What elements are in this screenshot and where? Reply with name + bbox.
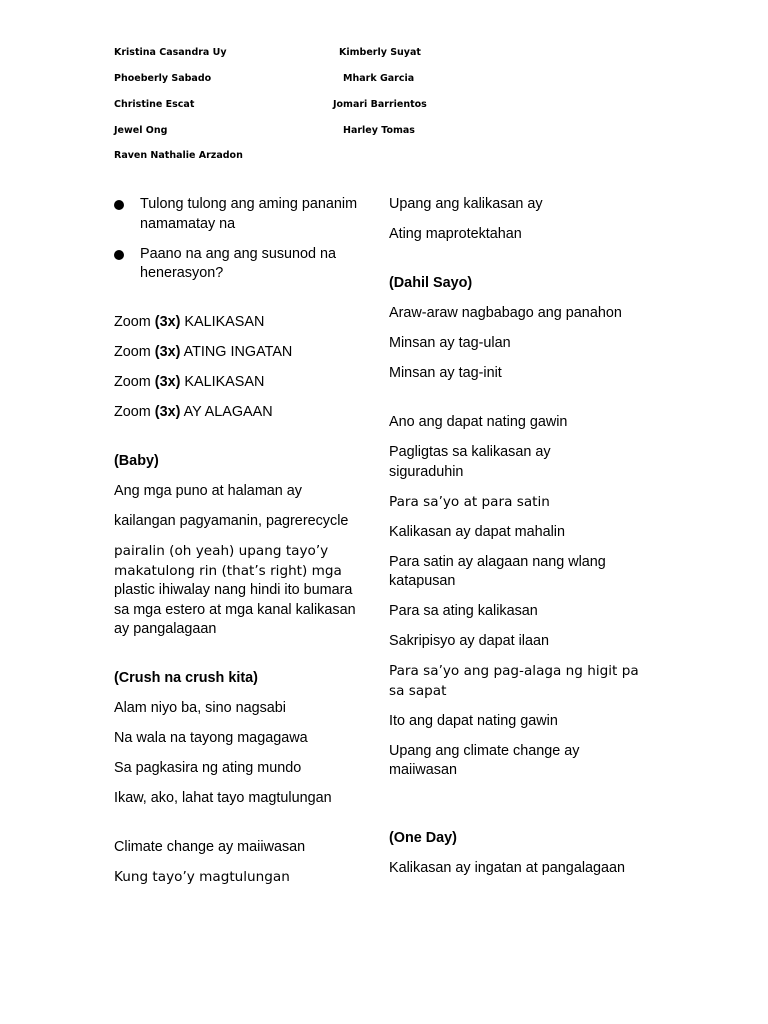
lyric-line: Ito ang dapat nating gawin [389,712,558,729]
zoom-prefix: Zoom [114,374,155,390]
lyric-line: Climate change ay maiiwasan [114,839,306,855]
spacer [389,394,651,413]
lyric-line: Pagligtas sa kalikasan ay siguraduhin [389,444,551,480]
zoom-count: (3x) [154,374,181,390]
zoom-prefix: Zoom [114,344,155,360]
lyric-line: Para satin ay alagaan nang wlang katapusan [389,553,606,589]
zoom-line [114,373,369,393]
heading-text: (Dahil Sayo) [389,275,473,291]
lyric-line: Kalikasan ay ingatan at pangalagaan [389,860,626,876]
author-name: Jomari Barrientos [333,99,427,110]
bullet-item [114,195,369,234]
bullet-dot-icon [114,250,124,260]
zoom-prefix: Zoom [114,404,155,420]
lyric-line: Ikaw, ako, lahat tayo magtulungan [114,790,332,806]
heading-text: (One Day) [389,830,457,846]
spacer [114,433,369,452]
lyric-line: Upang ang climate change ay maiiwasan [389,742,580,778]
lyric-line: Sakripisyo ay dapat ilaan [389,633,549,649]
lyric-line: Alam niyo ba, sino nagsabi [114,700,286,716]
lyrics-right-column [389,195,651,889]
zoom-line [114,313,369,333]
lyric-line: Na wala na tayong magagawa [114,730,308,746]
section-heading-crush [114,669,369,689]
author-list [0,0,768,170]
spacer [114,650,369,669]
zoom-count: (3x) [154,314,181,330]
zoom-text: AY ALAGAAN [180,404,273,420]
author-name: Raven Nathalie Arzadon [114,150,243,161]
zoom-text: ATING INGATAN [180,344,293,360]
bullet-text: Paano na ang ang susunod na henerasyon? [140,245,337,281]
author-name: Harley Tomas [343,125,415,136]
lyric-line: Kung tayo’y magtulungan [114,869,290,885]
lyric-line: Para sa’yo at para satin [389,493,550,510]
lyric-line: kailangan pagyamanin, pagrerecycle [114,513,349,529]
lyric-line: Upang ang kalikasan ay [389,196,543,212]
author-name: Jewel Ong [114,125,168,136]
zoom-text: KALIKASAN [180,374,265,390]
lyric-line: Minsan ay tag-ulan [389,335,511,351]
lyric-line: Ano ang dapat nating gawin [389,414,568,430]
author-name: Kimberly Suyat [339,47,421,58]
zoom-line [114,343,369,363]
zoom-count: (3x) [154,404,181,420]
zoom-text: KALIKASAN [180,314,265,330]
zoom-count: (3x) [154,344,181,360]
section-heading-one-day [389,829,651,849]
bullet-item [114,245,369,284]
lyric-line: pairalin (oh yeah) upang tayo’y makatulong rin (that’s right) mga [114,543,342,579]
spacer [389,791,651,829]
zoom-line [114,403,369,423]
lyric-line: Ating maprotektahan [389,226,522,242]
spacer [114,819,369,838]
lyric-line: Araw-araw nagbabago ang panahon [389,305,622,321]
heading-text: (Baby) [114,453,159,469]
lyric-line: plastic ihiwalay nang hindi ito bumara sa mga estero at mga kanal kalikasan ay pangalagaan [114,582,356,637]
lyric-line: Minsan ay tag-init [389,365,502,381]
author-name: Christine Escat [114,99,195,110]
lyric-line: Para sa ating kalikasan [389,603,538,619]
author-name: Phoeberly Sabado [114,73,212,84]
zoom-prefix: Zoom [114,314,155,330]
heading-text: (Crush na crush kita) [114,670,258,686]
bullet-text: Tulong tulong ang aming pananim namamatay na [140,196,358,232]
section-heading-baby [114,452,369,472]
lyric-line: Ang mga puno at halaman ay [114,483,303,499]
author-name: Mhark Garcia [343,73,415,84]
spacer [114,294,369,313]
lyric-line: Sa pagkasira ng ating mundo [114,760,302,776]
lyric-line: Para sa’yo ang pag-alaga ng higit pa sa sapat [389,663,639,699]
spacer [389,255,651,274]
lyric-line: Kalikasan ay dapat mahalin [389,523,565,540]
bullet-dot-icon [114,200,124,210]
lyrics-left-column [114,195,369,898]
author-name: Kristina Casandra Uy [114,47,227,58]
section-heading-dahil-sayo [389,274,651,294]
